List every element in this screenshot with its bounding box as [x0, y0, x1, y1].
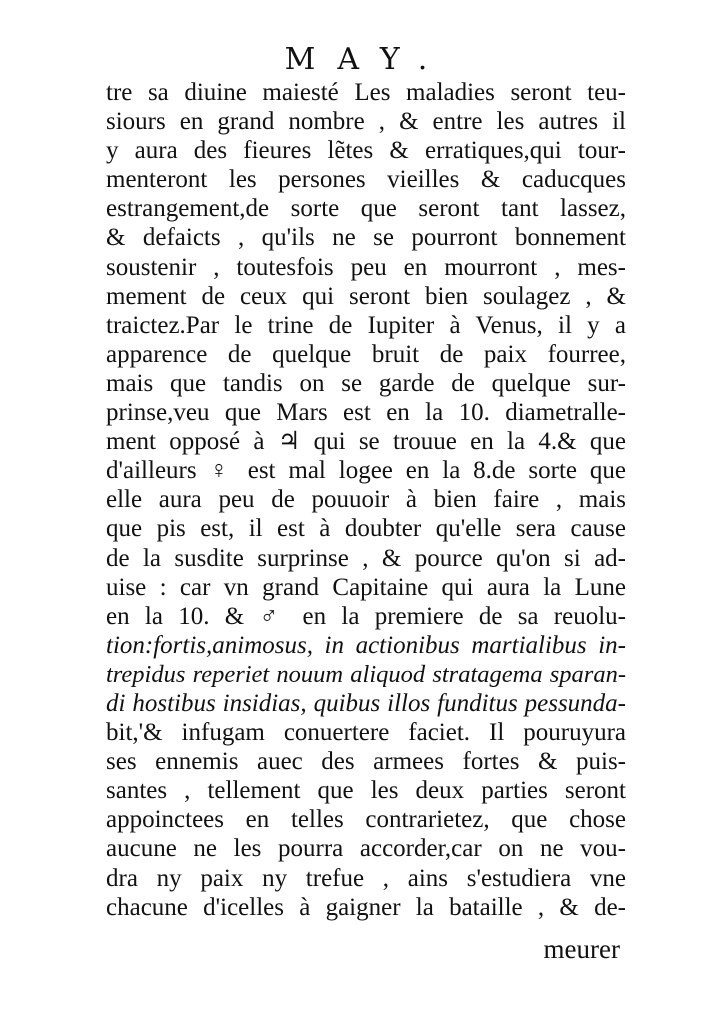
- text-line: que pis est, il est à doubter qu'elle sera cause: [106, 515, 626, 543]
- text-line: de la susdite surprinse , & pource qu'on si ad-: [106, 544, 626, 572]
- text-line: santes , tellement que les deux parties seront: [106, 777, 626, 805]
- text-line: elle aura peu de pouuoir à bien faire , mais: [106, 486, 626, 514]
- text-line: appoinctees en telles contrarietez, que chose: [106, 806, 626, 834]
- text-line: aucune ne les pourra accorder,car on ne vou-: [106, 835, 626, 863]
- text-line: tre sa diuine maiesté Les maladies seront teu-: [106, 79, 626, 106]
- text-line: mais que tandis on se garde de quelque sur-: [106, 369, 626, 397]
- text-line: menteront les persones vieilles & caducques: [106, 166, 626, 194]
- text-line: chacune d'icelles à gaigner la bataille , & de-: [106, 893, 626, 921]
- text-line: traictez.Par le trine de Iupiter à Venus, il y a: [106, 311, 626, 339]
- text-line-latin: tion:fortis,animosus, in actionibus martialibus in-: [106, 631, 626, 659]
- text-line: & defaicts , qu'ils ne se pourront bonnement: [106, 224, 626, 252]
- text-line: dra ny paix ny trefue , ains s'estudiera vne: [106, 864, 626, 892]
- text-line: soustenir , toutesfois peu en mourront , mes-: [106, 253, 626, 281]
- text-line: bit,'& infugam conuertere faciet. Il pouruyura: [106, 719, 626, 747]
- running-header: MAY.: [284, 42, 450, 77]
- catchword: meurer: [543, 934, 620, 964]
- text-line: y aura des fieures lẽtes & erratiques,qui tour-: [106, 137, 626, 165]
- text-line: apparence de quelque bruit de paix fourree,: [106, 340, 626, 368]
- text-line: mement de ceux qui seront bien soulagez , &: [106, 282, 626, 310]
- text-line: d'ailleurs ♀ est mal logee en la 8.de sorte que: [106, 457, 626, 485]
- text-line: estrangement,de sorte que seront tant lassez,: [106, 195, 626, 223]
- text-line: en la 10. & ♂ en la premiere de sa reuolu-: [106, 602, 626, 630]
- body-text: [106, 78, 626, 922]
- text-line: prinse,veu que Mars est en la 10. diametralle-: [106, 399, 626, 427]
- text-line-latin: trepidus reperiet nouum aliquod stratagema sparan-: [106, 660, 626, 688]
- text-line: ment opposé à ♃ qui se trouue en la 4.& que: [106, 428, 626, 456]
- text-line: siours en grand nombre , & entre les autres il: [106, 108, 626, 136]
- text-line: uise : car vn grand Capitaine qui aura la Lune: [106, 573, 626, 601]
- text-line: ses ennemis auec des armees fortes & puis-: [106, 748, 626, 776]
- text-line-latin: di hostibus insidias, quibus illos funditus pessunda-: [106, 689, 626, 717]
